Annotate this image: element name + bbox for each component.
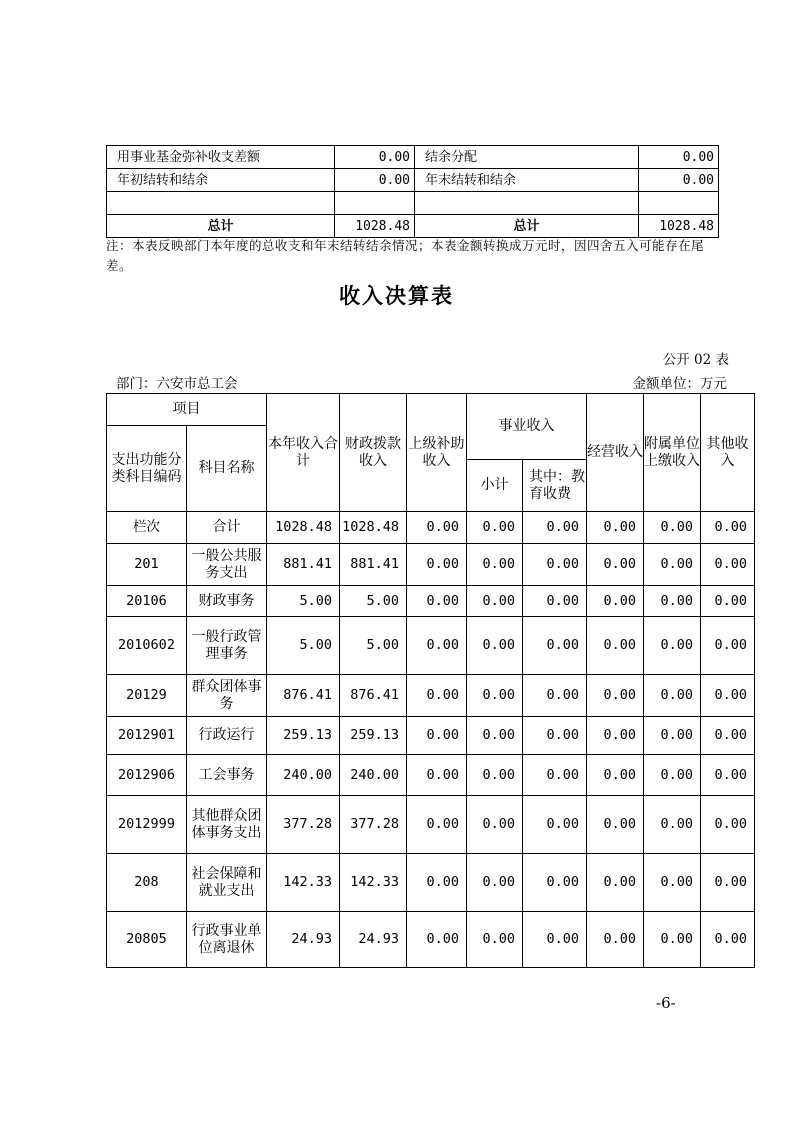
total-left-label: 总计 [107, 215, 335, 238]
row-value: 0.00 [644, 675, 701, 717]
row-value: 0.00 [407, 586, 467, 617]
summary-left-label: 用事业基金弥补收支差额 [107, 146, 335, 169]
summary-left-value: 0.00 [335, 146, 415, 169]
header-superior: 上级补助收入 [407, 394, 467, 512]
row-value: 5.00 [340, 617, 407, 675]
row-value: 5.00 [267, 617, 340, 675]
row-code: 2012999 [107, 796, 187, 854]
row-value: 0.00 [644, 512, 701, 544]
row-subject-name: 一般公共服务支出 [187, 544, 267, 586]
row-subject-name: 一般行政管理事务 [187, 617, 267, 675]
row-code: 2012906 [107, 755, 187, 796]
row-value: 1028.48 [267, 512, 340, 544]
row-value: 0.00 [523, 675, 587, 717]
summary-right-label [415, 192, 639, 215]
summary-left-label: 年初结转和结余 [107, 169, 335, 192]
department-label: 部门：六安市总工会 [116, 376, 238, 392]
row-value: 240.00 [267, 755, 340, 796]
row-value: 24.93 [267, 912, 340, 968]
table-row [107, 617, 755, 675]
row-code: 20805 [107, 912, 187, 968]
row-value: 0.00 [701, 854, 755, 912]
table-row [107, 675, 755, 717]
summary-row-empty [107, 192, 719, 215]
total-right-label: 总计 [415, 215, 639, 238]
row-value: 0.00 [407, 854, 467, 912]
header-subject-name: 科目名称 [187, 426, 267, 512]
row-value: 0.00 [587, 544, 644, 586]
row-value: 0.00 [523, 586, 587, 617]
summary-left-value: 0.00 [335, 169, 415, 192]
summary-right-label: 结余分配 [415, 146, 639, 169]
header-other: 其他收入 [701, 394, 755, 512]
row-value: 0.00 [467, 586, 523, 617]
row-value: 0.00 [523, 717, 587, 755]
row-value: 0.00 [644, 755, 701, 796]
row-value: 0.00 [644, 796, 701, 854]
header-fiscal: 财政拨款收入 [340, 394, 407, 512]
row-value: 0.00 [523, 617, 587, 675]
table-row [107, 755, 755, 796]
total-right-value: 1028.48 [639, 215, 719, 238]
summary-row [107, 146, 719, 169]
row-value: 0.00 [701, 796, 755, 854]
row-value: 0.00 [701, 512, 755, 544]
header-operating: 经营收入 [587, 394, 644, 512]
summary-right-value: 0.00 [639, 169, 719, 192]
row-value: 0.00 [701, 617, 755, 675]
row-value: 876.41 [340, 675, 407, 717]
row-value: 5.00 [340, 586, 407, 617]
row-value: 0.00 [587, 586, 644, 617]
row-value: 0.00 [701, 586, 755, 617]
row-value: 240.00 [340, 755, 407, 796]
row-value: 0.00 [644, 717, 701, 755]
row-value: 0.00 [644, 544, 701, 586]
row-code: 2010602 [107, 617, 187, 675]
row-value: 0.00 [587, 755, 644, 796]
amount-unit-label: 金额单位：万元 [632, 376, 727, 392]
row-value: 0.00 [701, 912, 755, 968]
row-value: 0.00 [644, 854, 701, 912]
row-value: 0.00 [467, 617, 523, 675]
row-value: 0.00 [587, 617, 644, 675]
row-code: 201 [107, 544, 187, 586]
total-left-value: 1028.48 [335, 215, 415, 238]
row-value: 0.00 [523, 796, 587, 854]
row-value: 0.00 [407, 796, 467, 854]
header-func-code: 支出功能分类科目编码 [107, 426, 187, 512]
row-subject-name: 财政事务 [187, 586, 267, 617]
summary-left-value [335, 192, 415, 215]
summary-table [106, 145, 719, 238]
row-value: 0.00 [467, 512, 523, 544]
row-value: 0.00 [587, 512, 644, 544]
row-value: 0.00 [701, 755, 755, 796]
row-value: 377.28 [267, 796, 340, 854]
table-row [107, 796, 755, 854]
row-value: 0.00 [523, 912, 587, 968]
summary-right-value: 0.00 [639, 146, 719, 169]
row-value: 0.00 [523, 755, 587, 796]
row-value: 259.13 [340, 717, 407, 755]
row-value: 0.00 [644, 912, 701, 968]
header-affiliated: 附属单位上缴收入 [644, 394, 701, 512]
table-row [107, 586, 755, 617]
row-subject-name: 群众团体事务 [187, 675, 267, 717]
page-number: -6- [656, 994, 676, 1012]
row-value: 0.00 [407, 544, 467, 586]
row-value: 0.00 [467, 796, 523, 854]
row-subject-name: 社会保障和就业支出 [187, 854, 267, 912]
row-value: 5.00 [267, 586, 340, 617]
row-value: 0.00 [644, 617, 701, 675]
summary-left-label [107, 192, 335, 215]
row-value: 0.00 [467, 854, 523, 912]
row-value: 0.00 [407, 755, 467, 796]
table-row [107, 544, 755, 586]
header-row [107, 394, 755, 426]
row-value: 0.00 [467, 675, 523, 717]
row-value: 0.00 [467, 755, 523, 796]
page-title: 收入决算表 [339, 284, 454, 308]
row-value: 0.00 [467, 544, 523, 586]
summary-total-row [107, 215, 719, 238]
row-value: 0.00 [407, 617, 467, 675]
row-subject-name: 行政事业单位离退休 [187, 912, 267, 968]
row-code: 栏次 [107, 512, 187, 544]
row-value: 876.41 [267, 675, 340, 717]
header-subtotal: 小计 [467, 460, 523, 512]
row-value: 0.00 [467, 912, 523, 968]
header-edu-fee: 其中：教育收费 [523, 460, 587, 512]
row-value: 0.00 [587, 796, 644, 854]
row-value: 0.00 [523, 854, 587, 912]
form-number: 公开 02 表 [662, 352, 729, 368]
row-value: 24.93 [340, 912, 407, 968]
row-code: 208 [107, 854, 187, 912]
table-row [107, 512, 755, 544]
row-value: 0.00 [407, 912, 467, 968]
row-value: 0.00 [587, 854, 644, 912]
row-value: 0.00 [701, 544, 755, 586]
row-value: 0.00 [407, 512, 467, 544]
row-value: 0.00 [644, 586, 701, 617]
row-value: 377.28 [340, 796, 407, 854]
summary-row [107, 169, 719, 192]
row-subject-name: 其他群众团体事务支出 [187, 796, 267, 854]
summary-right-value [639, 192, 719, 215]
row-code: 20129 [107, 675, 187, 717]
row-subject-name: 合计 [187, 512, 267, 544]
table-row [107, 717, 755, 755]
row-code: 20106 [107, 586, 187, 617]
row-value: 0.00 [587, 912, 644, 968]
table-note: 注：本表反映部门本年度的总收支和年末结转结余情况；本表金额转换成万元时，因四舍五入可能存在尾差。 [106, 238, 705, 273]
row-value: 881.41 [267, 544, 340, 586]
row-value: 0.00 [467, 717, 523, 755]
row-subject-name: 行政运行 [187, 717, 267, 755]
row-subject-name: 工会事务 [187, 755, 267, 796]
row-value: 142.33 [267, 854, 340, 912]
header-project: 项目 [107, 394, 267, 426]
row-code: 2012901 [107, 717, 187, 755]
table-row [107, 854, 755, 912]
row-value: 0.00 [701, 675, 755, 717]
row-value: 0.00 [587, 675, 644, 717]
row-value: 142.33 [340, 854, 407, 912]
row-value: 0.00 [407, 717, 467, 755]
header-business: 事业收入 [467, 394, 587, 460]
header-annual-income: 本年收入合计 [267, 394, 340, 512]
summary-right-label: 年末结转和结余 [415, 169, 639, 192]
row-value: 0.00 [701, 717, 755, 755]
income-table [106, 393, 755, 968]
row-value: 0.00 [523, 512, 587, 544]
row-value: 0.00 [587, 717, 644, 755]
row-value: 881.41 [340, 544, 407, 586]
row-value: 0.00 [407, 675, 467, 717]
table-row [107, 912, 755, 968]
row-value: 1028.48 [340, 512, 407, 544]
row-value: 259.13 [267, 717, 340, 755]
row-value: 0.00 [523, 544, 587, 586]
